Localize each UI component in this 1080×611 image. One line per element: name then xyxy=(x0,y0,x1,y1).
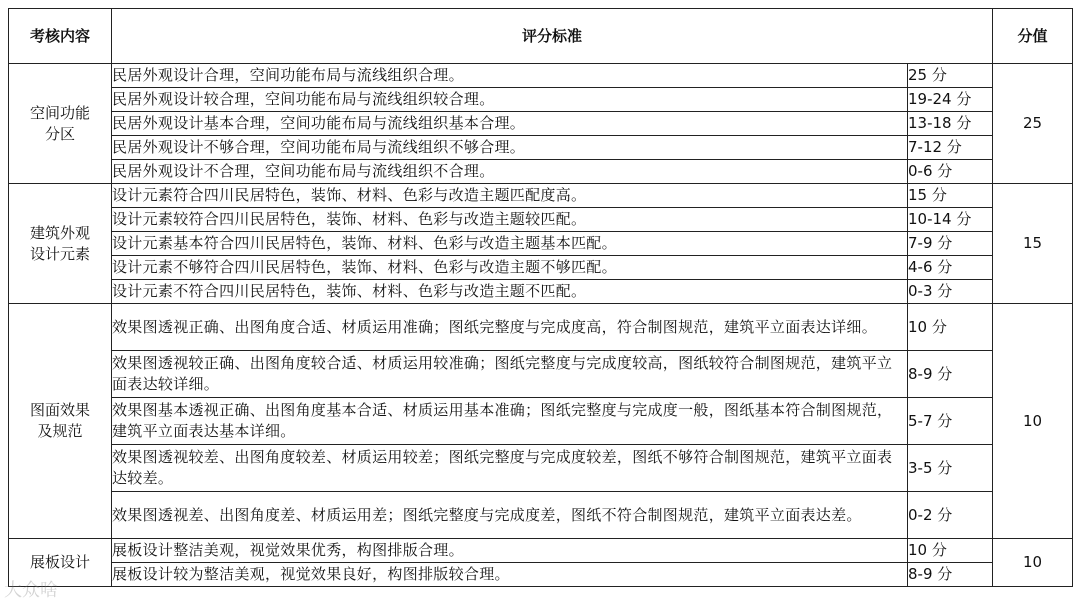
score-range-cell: 7-12 分 xyxy=(908,136,993,160)
criterion-cell: 效果图透视较正确、出图角度较合适、材质运用较准确；图纸完整度与完成度较高，图纸较符合制图规范，建筑平立面表达较详细。 xyxy=(112,351,908,398)
table-row xyxy=(9,112,1073,136)
score-range-cell: 7-9 分 xyxy=(908,232,993,256)
table-row xyxy=(9,304,1073,351)
category-cell xyxy=(9,64,112,184)
category-label-line2: 及规范 xyxy=(37,422,83,440)
criterion-cell: 设计元素基本符合四川民居特色，装饰、材料、色彩与改造主题基本匹配。 xyxy=(112,232,908,256)
score-range-cell: 10 分 xyxy=(908,539,993,563)
table-row xyxy=(9,256,1073,280)
criterion-cell: 效果图基本透视正确、出图角度基本合适、材质运用基本准确；图纸完整度与完成度一般，图纸基本符合制图规范，建筑平立面表达基本详细。 xyxy=(112,398,908,445)
total-score-cell: 25 xyxy=(993,64,1073,184)
score-range-cell: 0-2 分 xyxy=(908,492,993,539)
header-category: 考核内容 xyxy=(9,9,112,64)
criterion-cell: 民居外观设计合理，空间功能布局与流线组织合理。 xyxy=(112,64,908,88)
category-label-line1: 空间功能 xyxy=(29,103,90,122)
watermark: 大众啥 xyxy=(4,580,58,601)
criterion-cell: 效果图透视较差、出图角度较差、材质运用较差；图纸完整度与完成度较差，图纸不够符合制图规范，建筑平立面表达较差。 xyxy=(112,445,908,492)
score-range-cell: 10-14 分 xyxy=(908,208,993,232)
score-range-cell: 4-6 分 xyxy=(908,256,993,280)
score-range-cell: 19-24 分 xyxy=(908,88,993,112)
criterion-cell: 民居外观设计基本合理，空间功能布局与流线组织基本合理。 xyxy=(112,112,908,136)
score-range-cell: 8-9 分 xyxy=(908,563,993,587)
scoring-rubric-table xyxy=(8,8,1073,587)
table-row xyxy=(9,160,1073,184)
score-range-cell: 5-7 分 xyxy=(908,398,993,445)
table-row xyxy=(9,64,1073,88)
table-row xyxy=(9,232,1073,256)
criterion-cell: 民居外观设计不合理，空间功能布局与流线组织不合理。 xyxy=(112,160,908,184)
criterion-cell: 设计元素较符合四川民居特色，装饰、材料、色彩与改造主题较匹配。 xyxy=(112,208,908,232)
criterion-cell: 设计元素不符合四川民居特色，装饰、材料、色彩与改造主题不匹配。 xyxy=(112,280,908,304)
category-label-line1: 图面效果 xyxy=(29,401,90,419)
table-row xyxy=(9,208,1073,232)
score-range-cell: 25 分 xyxy=(908,64,993,88)
table-row xyxy=(9,136,1073,160)
score-range-cell: 0-6 分 xyxy=(908,160,993,184)
total-score-cell: 15 xyxy=(993,184,1073,304)
category-label-line1: 展板设计 xyxy=(29,553,90,571)
criterion-cell: 设计元素不够符合四川民居特色，装饰、材料、色彩与改造主题不够匹配。 xyxy=(112,256,908,280)
score-range-cell: 13-18 分 xyxy=(908,112,993,136)
score-range-cell: 15 分 xyxy=(908,184,993,208)
criterion-cell: 设计元素符合四川民居特色，装饰、材料、色彩与改造主题匹配度高。 xyxy=(112,184,908,208)
table-row xyxy=(9,280,1073,304)
score-range-cell: 0-3 分 xyxy=(908,280,993,304)
table-row xyxy=(9,563,1073,587)
score-range-cell: 8-9 分 xyxy=(908,351,993,398)
total-score-cell: 10 xyxy=(993,304,1073,539)
table-row xyxy=(9,351,1073,398)
criterion-cell: 效果图透视正确、出图角度合适、材质运用准确；图纸完整度与完成度高，符合制图规范，建筑平立面表达详细。 xyxy=(112,304,908,351)
table-row xyxy=(9,184,1073,208)
criterion-cell: 民居外观设计较合理，空间功能布局与流线组织较合理。 xyxy=(112,88,908,112)
category-cell xyxy=(9,304,112,539)
header-score: 分值 xyxy=(993,9,1073,64)
category-label-line1: 建筑外观 xyxy=(29,223,90,242)
category-cell xyxy=(9,539,112,587)
category-cell xyxy=(9,184,112,304)
criterion-cell: 展板设计较为整洁美观，视觉效果良好，构图排版较合理。 xyxy=(112,563,908,587)
score-range-cell: 10 分 xyxy=(908,304,993,351)
header-row xyxy=(9,9,1073,64)
table-row xyxy=(9,88,1073,112)
header-criteria: 评分标准 xyxy=(112,9,993,64)
table-row xyxy=(9,492,1073,539)
criterion-cell: 效果图透视差、出图角度差、材质运用差；图纸完整度与完成度差，图纸不符合制图规范，建筑平立面表达差。 xyxy=(112,492,908,539)
criterion-cell: 展板设计整洁美观，视觉效果优秀，构图排版合理。 xyxy=(112,539,908,563)
category-label-line2: 分区 xyxy=(44,124,75,143)
table-row xyxy=(9,398,1073,445)
criterion-cell: 民居外观设计不够合理，空间功能布局与流线组织不够合理。 xyxy=(112,136,908,160)
score-range-cell: 3-5 分 xyxy=(908,445,993,492)
table-row xyxy=(9,445,1073,492)
category-label-line2: 设计元素 xyxy=(29,244,90,263)
total-score-cell: 10 xyxy=(993,539,1073,587)
table-row xyxy=(9,539,1073,563)
